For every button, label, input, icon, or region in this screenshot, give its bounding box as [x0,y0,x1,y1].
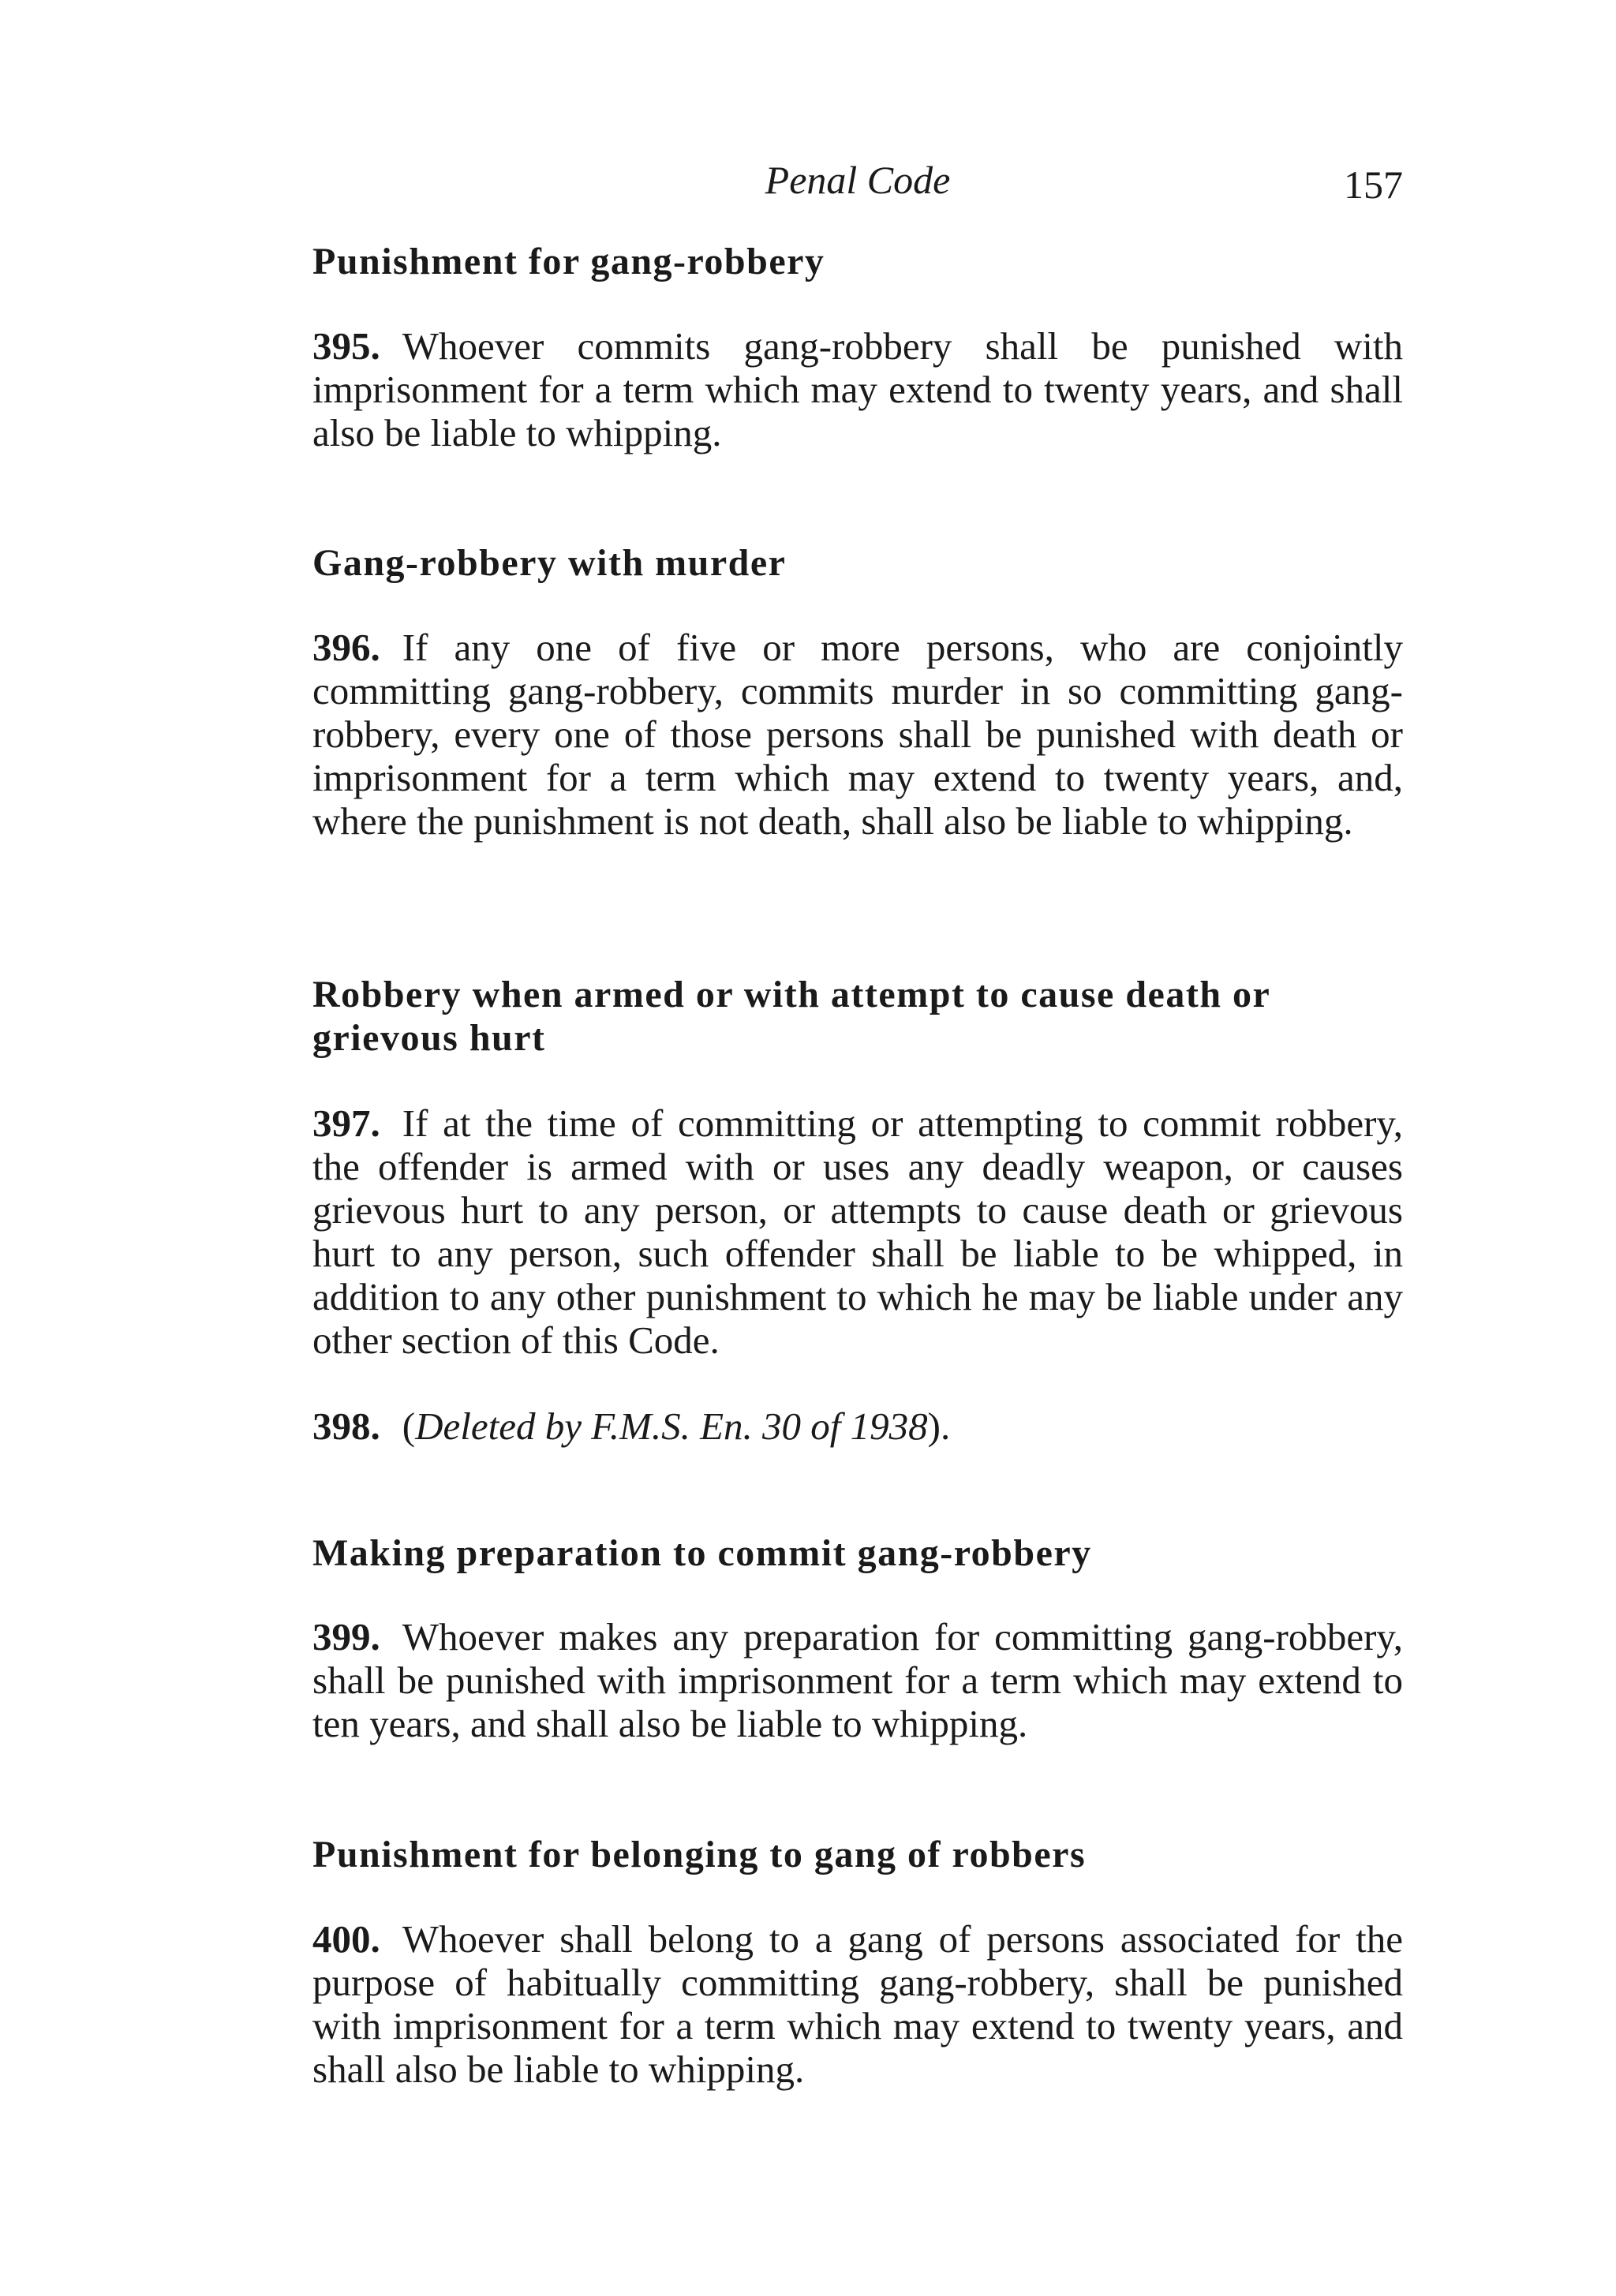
section-heading-395 [312,240,1403,283]
section-number: 397. [312,1101,380,1145]
section-text: If any one of five or more persons, who are conjointly committing gang-robbery, commits murder in so committing gang-robbery, every one of those persons shall be punished with death or imprisonment for a term which may extend to twenty years, and, where the punishment is not death, shall also be liable to whipping. [312,626,1403,843]
section-text: Whoever commits gang-robbery shall be punished with imprisonment for a term which may extend to twenty years, and shall also be liable to whipping. [312,324,1403,454]
section-399 [312,1615,1403,1745]
section-heading-397 [312,973,1403,1060]
section-400 [312,1917,1403,2091]
section-number: 400. [312,1917,380,1961]
section-body [312,1404,1403,1448]
section-body [312,1917,1403,2091]
section-heading: Robbery when armed or with attempt to cause death or grievous hurt [312,974,1270,1059]
section-heading-396 [312,541,1403,585]
section-number: 398. [312,1404,380,1448]
section-body [312,1101,1403,1362]
page-number: 157 [1344,163,1403,207]
section-395 [312,324,1403,454]
section-396 [312,626,1403,843]
section-heading: Gang-robbery with murder [312,542,787,584]
section-398 [312,1404,1403,1448]
section-text: Whoever makes any preparation for committing gang-robbery, shall be punished with imprisonment for a term which may extend to ten years, and shall also be liable to whipping. [312,1615,1403,1745]
section-number: 399. [312,1615,380,1658]
deleted-note: Deleted by F.M.S. En. 30 of 1938 [415,1404,928,1448]
section-number: 395. [312,324,380,368]
running-title: Penal Code [765,158,951,202]
section-heading: Punishment for belonging to gang of robbers [312,1834,1087,1875]
section-body [312,1615,1403,1745]
section-heading: Punishment for gang-robbery [312,241,825,282]
close-paren: ). [927,1404,951,1448]
open-paren: ( [402,1404,416,1448]
section-number: 396. [312,626,380,669]
section-heading-400 [312,1833,1403,1876]
section-text: Whoever shall belong to a gang of persons associated for the purpose of habitually committing gang-robbery, shall be punished with imprisonment for a term which may extend to twenty years, and shall also be liable to whipping. [312,1917,1403,2091]
section-heading: Making preparation to commit gang-robbery [312,1532,1092,1574]
section-397 [312,1101,1403,1362]
section-body [312,324,1403,454]
section-heading-399 [312,1531,1403,1575]
section-body [312,626,1403,843]
section-text: If at the time of committing or attempting to commit robbery, the offender is armed with or uses any deadly weapon, or causes grievous hurt to any person, or attempts to cause death or grievous hurt to any person, such offender shall be liable to be whipped, in addition to any other punishment to which he may be liable under any other section of this Code. [312,1101,1403,1362]
running-header [312,156,1403,207]
